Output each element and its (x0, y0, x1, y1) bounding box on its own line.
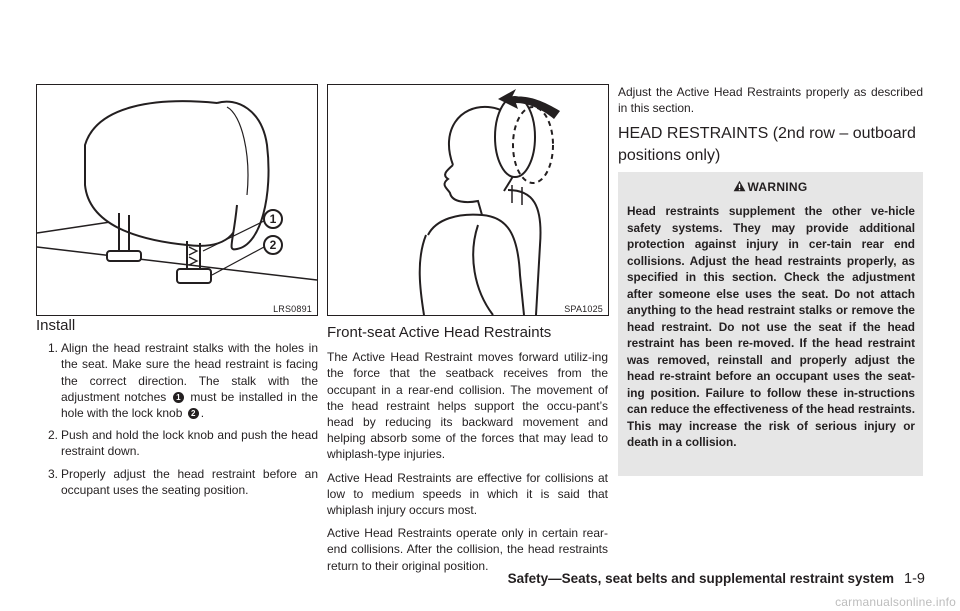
step-text: . (200, 406, 205, 421)
step-text: must be installed in the hole with the lock knob (61, 389, 318, 421)
callout-2: 2 (269, 238, 277, 252)
active-paragraph-2: Active Head Restraints are effective for collisions at low to medium speeds in which it is said that whiplash injury occurs most. (327, 470, 608, 518)
figure-code-middle: SPA1025 (564, 304, 603, 314)
install-step-1 (36, 340, 318, 421)
warning-text: Head restraints supplement the other ve-hicle safety systems. They may provide additional protection against injury in cer-tain rear end collisions. Adjust the head restraints properly, as specified in this section. Check the adjustment after someone else uses the seat. Do not attach anything to the head restraint stalks or remove the head restraint. Do not use the seat if the head restraint has been re-moved. If the head restraint was removed, reinstall and properly adjust the head re-straint before an occupant uses the seat-ing position. Failure to follow these in-structions can reduce the effectiveness of the head restraints. This may increase the risk of serious injury or death in a collision. (627, 204, 915, 449)
intro-paragraph: Adjust the Active Head Restraints properly as described in this section. (618, 85, 923, 116)
install-section (36, 318, 318, 504)
head-restraint-illustration (37, 85, 317, 315)
warning-box (618, 172, 923, 476)
install-heading: Install (36, 317, 76, 334)
marker-notch: 1 (173, 392, 184, 403)
warning-triangle-icon (733, 180, 746, 192)
step-text: Properly adjust the head restraint before an occupant uses the seating position. (61, 466, 318, 497)
step-text: Push and hold the lock knob and push the head restraint down. (61, 428, 318, 459)
warning-title-text: WARNING (747, 180, 808, 194)
figure-code-left: LRS0891 (273, 304, 312, 314)
active-paragraph-1: The Active Head Restraint moves forward utiliz-ing the force that the seatback receives from the occupant in a rear-end collision. The movement of the head restraint helps support the occu-pant’s head by reducing its backward movement and helping absorb some of the forces that may lead to whiplash-type injuries. (327, 350, 608, 462)
install-steps (36, 340, 318, 498)
head-restraints-heading: HEAD RESTRAINTS (2nd row – outboard positions only) (618, 125, 916, 165)
figure-head-restraint-install (36, 84, 318, 316)
active-head-restraints-section (327, 325, 608, 581)
step-text: Align the head restraint stalks with the holes in the seat. Make sure the head restraint is facing the correct direction. The stalk with the adjustment notches (61, 341, 318, 404)
footer-section-title: Safety—Seats, seat belts and supplemental restraint system (507, 571, 895, 586)
active-paragraph-3: Active Head Restraints operate only in certain rear-end collisions. After the collision, the head restraints return to their original position. (327, 526, 608, 573)
active-heading: Front-seat Active Head Restraints (327, 324, 552, 341)
marker-lock-knob: 2 (188, 408, 199, 419)
figure-active-head-restraint (327, 84, 609, 316)
install-step-3 (36, 466, 318, 498)
right-column (618, 84, 923, 167)
page-footer (508, 571, 925, 587)
warning-title (618, 180, 923, 194)
install-step-2 (36, 427, 318, 459)
step-number: 1. (48, 341, 59, 356)
occupant-illustration (328, 85, 608, 315)
step-number: 3. (48, 466, 59, 481)
page-number: 1-9 (904, 571, 925, 587)
step-number: 2. (48, 428, 59, 443)
callout-1: 1 (269, 212, 277, 226)
watermark: carmanualsonline.info (835, 595, 956, 609)
